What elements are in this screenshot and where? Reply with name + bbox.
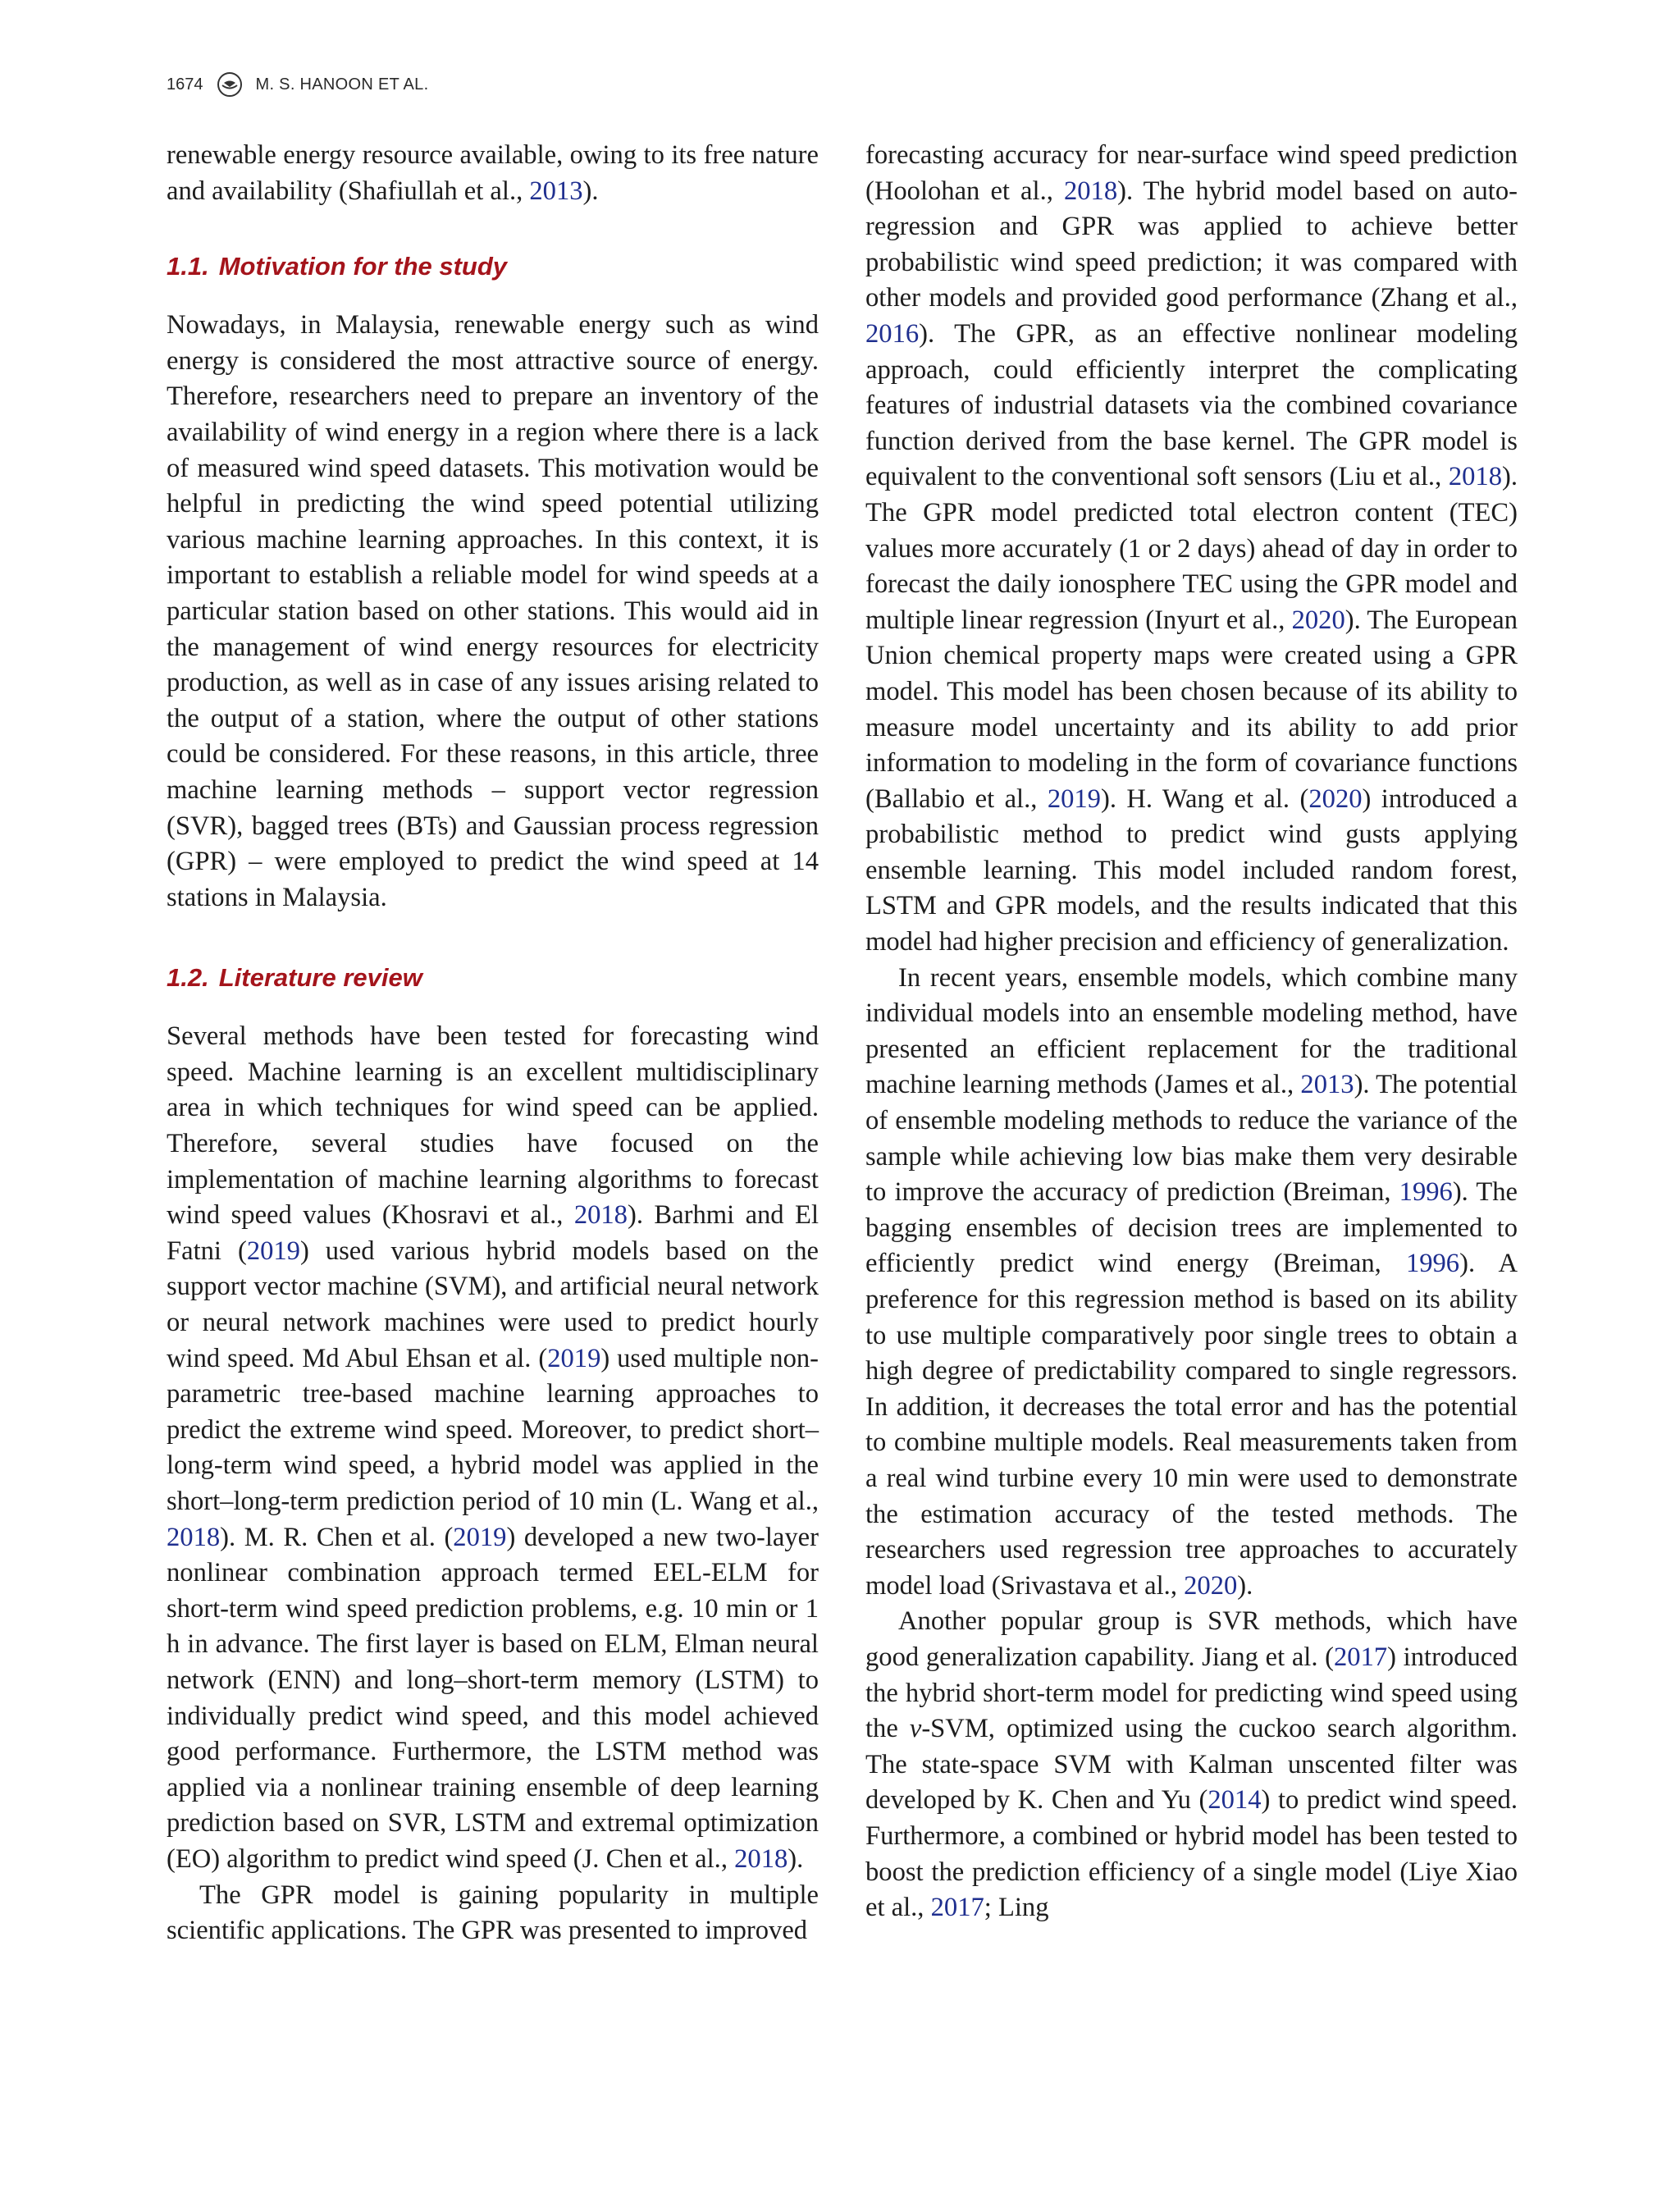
citation-link[interactable]: 2020 bbox=[1291, 605, 1345, 635]
paragraph: Another popular group is SVR methods, which have good generalization capability. Jiang et al. (2017) introduced the hybrid short-term model for predicting wind speed using the ν-SVM, optimized using the cuckoo search algorithm. The state-space SVM with Kalman unscented filter was developed by K. Chen and Yu (2014) to predict wind speed. Furthermore, a combined or hybrid model has been tested to boost the prediction efficiency of a single model (Liye Xiao et al., 2017; Ling bbox=[865, 1606, 1518, 1923]
paragraph: Nowadays, in Malaysia, renewable energy such as wind energy is considered the most attractive source of energy. Therefore, researchers need to prepare an inventory of the availability of wind energy in a region where there is a lack of measured wind speed datasets. This motivation would be helpful in predicting the wind speed potential utilizing various machine learning approaches. In this context, it is important to establish a reliable model for wind speeds at a particular station based on other stations. This would aid in the management of wind energy resources for electricity production, as well as in case of any issues arising related to the output of a station, where the output of other stations could be considered. For these reasons, in this article, three machine learning methods – support vector regression (SVR), bagged trees (BTs) and Gaussian process regression (GPR) – were employed to predict the wind speed at 14 stations in Malaysia. bbox=[167, 310, 819, 912]
paragraph: Several methods have been tested for forecasting wind speed. Machine learning is an excellent multidisciplinary area in which techniques for wind speed can be applied. Therefore, several studies have focused on the implementation of machine learning algorithms to forecast wind speed values (Khosravi et al., 2018). Barhmi and El Fatni (2019) used various hybrid models based on the support vector machine (SVM), and artificial neural network or neural network machines were used to predict hourly wind speed. Md Abul Ehsan et al. (2019) used multiple non-parametric tree-based machine learning approaches to predict the extreme wind speed. Moreover, to predict short–long-term wind speed, a hybrid model was applied in the short–long-term prediction period of 10 min (L. Wang et al., 2018). M. R. Chen et al. (2019) developed a new two-layer nonlinear combination approach termed EEL-ELM for short-term wind speed prediction problems, e.g. 10 min or 1 h in advance. The first layer is based on ELM, Elman neural network (ENN) and long–short-term memory (LSTM) to individually predict wind speed, and this model achieved good performance. Furthermore, the LSTM method was applied via a nonlinear training ensemble of deep learning prediction based on SVR, LSTM and extremal optimization (EO) algorithm to predict wind speed (J. Chen et al., 2018). bbox=[167, 1021, 819, 1874]
citation-link[interactable]: 2016 bbox=[865, 318, 920, 349]
page-number: 1674 bbox=[167, 75, 203, 94]
left-column bbox=[167, 138, 819, 1949]
right-column bbox=[865, 138, 1518, 1926]
section-heading-literature-review: 1.2. Literature review bbox=[167, 963, 422, 993]
citation-link[interactable]: 2013 bbox=[529, 176, 583, 206]
journal-logo-icon bbox=[217, 71, 243, 98]
citation-link[interactable]: 2014 bbox=[1208, 1785, 1262, 1816]
citation-link[interactable]: 2018 bbox=[573, 1200, 628, 1231]
citation-link[interactable]: 2018 bbox=[734, 1843, 788, 1874]
citation-link[interactable]: 2019 bbox=[1047, 783, 1101, 814]
citation-link[interactable]: 2018 bbox=[1063, 176, 1118, 206]
citation-link[interactable]: 2018 bbox=[167, 1522, 221, 1552]
running-header-authors: M. S. HANOON ET AL. bbox=[255, 75, 429, 94]
nu-symbol: ν bbox=[909, 1714, 922, 1744]
paragraph: renewable energy resource available, owing to its free nature and availability (Shafiullah et al., 2013). bbox=[167, 140, 819, 206]
citation-link[interactable]: 1996 bbox=[1405, 1249, 1460, 1279]
citation-link[interactable]: 2017 bbox=[1334, 1642, 1388, 1672]
citation-link[interactable]: 2019 bbox=[547, 1343, 601, 1373]
citation-link[interactable]: 1996 bbox=[1399, 1177, 1453, 1208]
citation-link[interactable]: 2018 bbox=[1448, 462, 1502, 492]
citation-link[interactable]: 2013 bbox=[1300, 1070, 1354, 1100]
citation-link[interactable]: 2020 bbox=[1184, 1570, 1238, 1601]
section-heading-motivation: 1.1. Motivation for the study bbox=[167, 252, 508, 281]
paragraph: forecasting accuracy for near-surface wind speed prediction (Hoolohan et al., 2018). The hybrid model based on auto-regression and GPR was applied to achieve better probabilistic wind speed prediction; it was compared with other models and provided good performance (Zhang et al., 2016). The GPR, as an effective nonlinear modeling approach, could efficiently interpret the complicating features of industrial datasets via the combined covariance function derived from the base kernel. The GPR model is equivalent to the conventional soft sensors (Liu et al., 2018). The GPR model predicted total electron content (TEC) values more accurately (1 or 2 days) ahead of day in order to forecast the daily ionosphere TEC using the GPR model and multiple linear regression (Inyurt et al., 2020). The European Union chemical property maps were created using a GPR model. This model has been chosen because of its ability to measure model uncertainty and its ability to add prior information to modeling in the form of covariance functions (Ballabio et al., 2019). H. Wang et al. (2020) introduced a probabilistic method to predict wind gusts applying ensemble learning. This model included random forest, LSTM and GPR models, and the results indicated that this model had higher precision and efficiency of generalization. bbox=[865, 140, 1518, 957]
citation-link[interactable]: 2019 bbox=[453, 1522, 507, 1552]
citation-link[interactable]: 2017 bbox=[930, 1893, 984, 1923]
citation-link[interactable]: 2019 bbox=[246, 1236, 300, 1266]
citation-link[interactable]: 2020 bbox=[1308, 783, 1363, 814]
paragraph: In recent years, ensemble models, which combine many individual models into an ensemble modeling method, have presented an efficient replacement for the traditional machine learning methods (James et al., 2013). The potential of ensemble modeling methods to reduce the variance of the sample while achieving low bias make them very desirable to improve the accuracy of prediction (Breiman, 1996). The bagging ensembles of decision trees are implemented to efficiently predict wind energy (Breiman, 1996). A preference for this regression method is based on its ability to use multiple comparatively poor single trees to obtain a high degree of predictability compared to single regressors. In addition, it decreases the total error and has the potential to combine multiple models. Real measurements taken from a real wind turbine every 10 min were used to demonstrate the estimation accuracy of the tested methods. The researchers used regression tree approaches to accurately model load (Srivastava et al., 2020). bbox=[865, 962, 1518, 1601]
running-header bbox=[167, 71, 428, 98]
paragraph: The GPR model is gaining popularity in multiple scientific applications. The GPR was presented to improved bbox=[167, 1880, 819, 1946]
